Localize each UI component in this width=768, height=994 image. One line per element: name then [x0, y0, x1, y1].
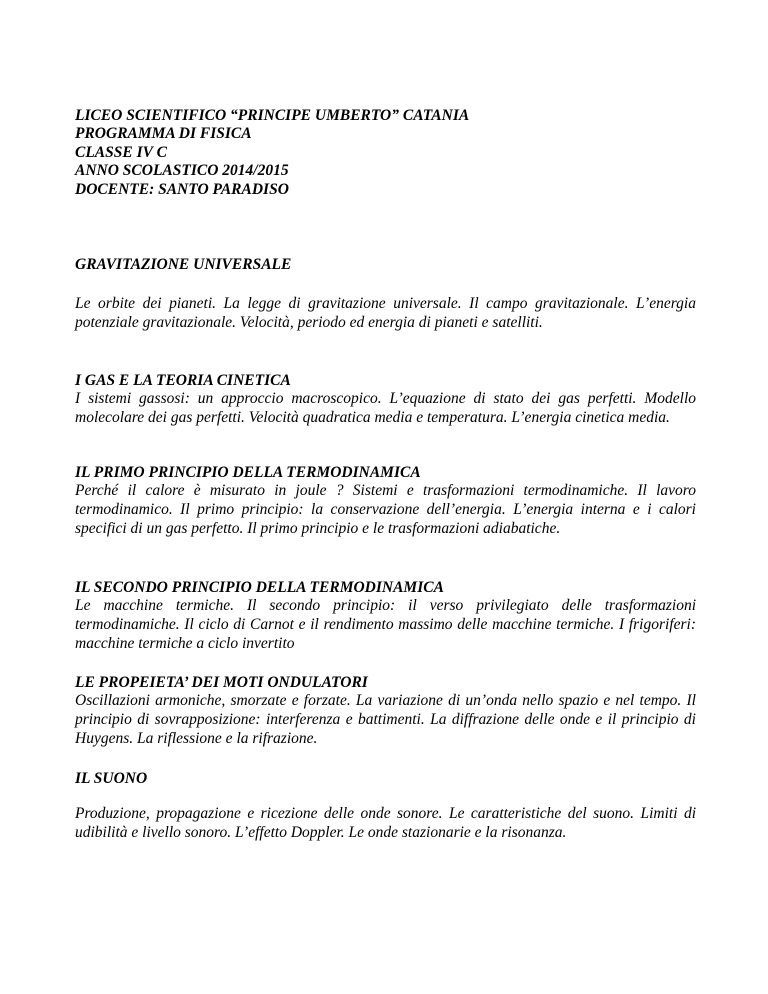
section-moti-ondulatori: [75, 674, 696, 748]
section-title: IL SUONO: [75, 770, 148, 787]
section-suono: [75, 770, 696, 843]
section-body: Le orbite dei pianeti. La legge di gravitazione universale. Il campo gravitazionale. L’energia potenziale gravitazionale. Velocità, periodo ed energia di pianeti e satelliti.: [75, 295, 696, 331]
teacher-name: DOCENTE: SANTO PARADISO: [75, 180, 289, 198]
section-title: I GAS E LA TEORIA CINETICA: [75, 372, 291, 389]
section-title: GRAVITAZIONE UNIVERSALE: [75, 256, 292, 273]
section-body: Le macchine termiche. Il secondo principio: il verso privilegiato delle trasformazioni termodinamiche. Il ciclo di Carnot e il rendimento massimo delle macchine termiche. I frigoriferi: macchine termiche a ciclo invertito: [75, 597, 696, 652]
school-name: LICEO SCIENTIFICO “PRINCIPE UMBERTO” CATANIA: [75, 107, 470, 124]
section-body: Produzione, propagazione e ricezione delle onde sonore. Le caratteristiche del suono. Limiti di udibilità e livello sonoro. L’effetto Doppler. Le onde stazionarie e la risonanza.: [75, 805, 696, 841]
section-primo-principio: [75, 464, 696, 538]
section-body: Perché il calore è misurato in joule ? Sistemi e trasformazioni termodinamiche. Il lavoro termodinamico. Il primo principio: la conservazione dell’energia. L’energia interna e i calori specifici di un gas perfetto. Il primo principio e le trasformazioni adiabatiche.: [75, 482, 696, 537]
section-secondo-principio: [75, 579, 696, 653]
section-gravitazione: [75, 256, 696, 333]
section-title: LE PROPEIETA’ DEI MOTI ONDULATORI: [75, 674, 368, 691]
section-body: Oscillazioni armoniche, smorzate e forzate. La variazione di un’onda nello spazio e nel tempo. Il principio di sovrapposizione: interferenza e battimenti. La diffrazione delle onde e il principio di Huygens. La riflessione e la rifrazione.: [75, 692, 696, 747]
section-gas-teoria-cinetica: [75, 372, 696, 428]
section-title: IL PRIMO PRINCIPIO DELLA TERMODINAMICA: [75, 464, 421, 481]
document-header: [75, 107, 705, 199]
class-name: CLASSE IV C: [75, 143, 167, 161]
school-year: ANNO SCOLASTICO 2014/2015: [75, 162, 289, 180]
programme-title: PROGRAMMA DI FISICA: [75, 125, 252, 143]
section-title: IL SECONDO PRINCIPIO DELLA TERMODINAMICA: [75, 579, 444, 596]
section-body: I sistemi gassosi: un approccio macroscopico. L’equazione di stato dei gas perfetti. Modello molecolare dei gas perfetti. Velocità quadratica media e temperatura. L’energia cinetica media.: [75, 390, 696, 426]
